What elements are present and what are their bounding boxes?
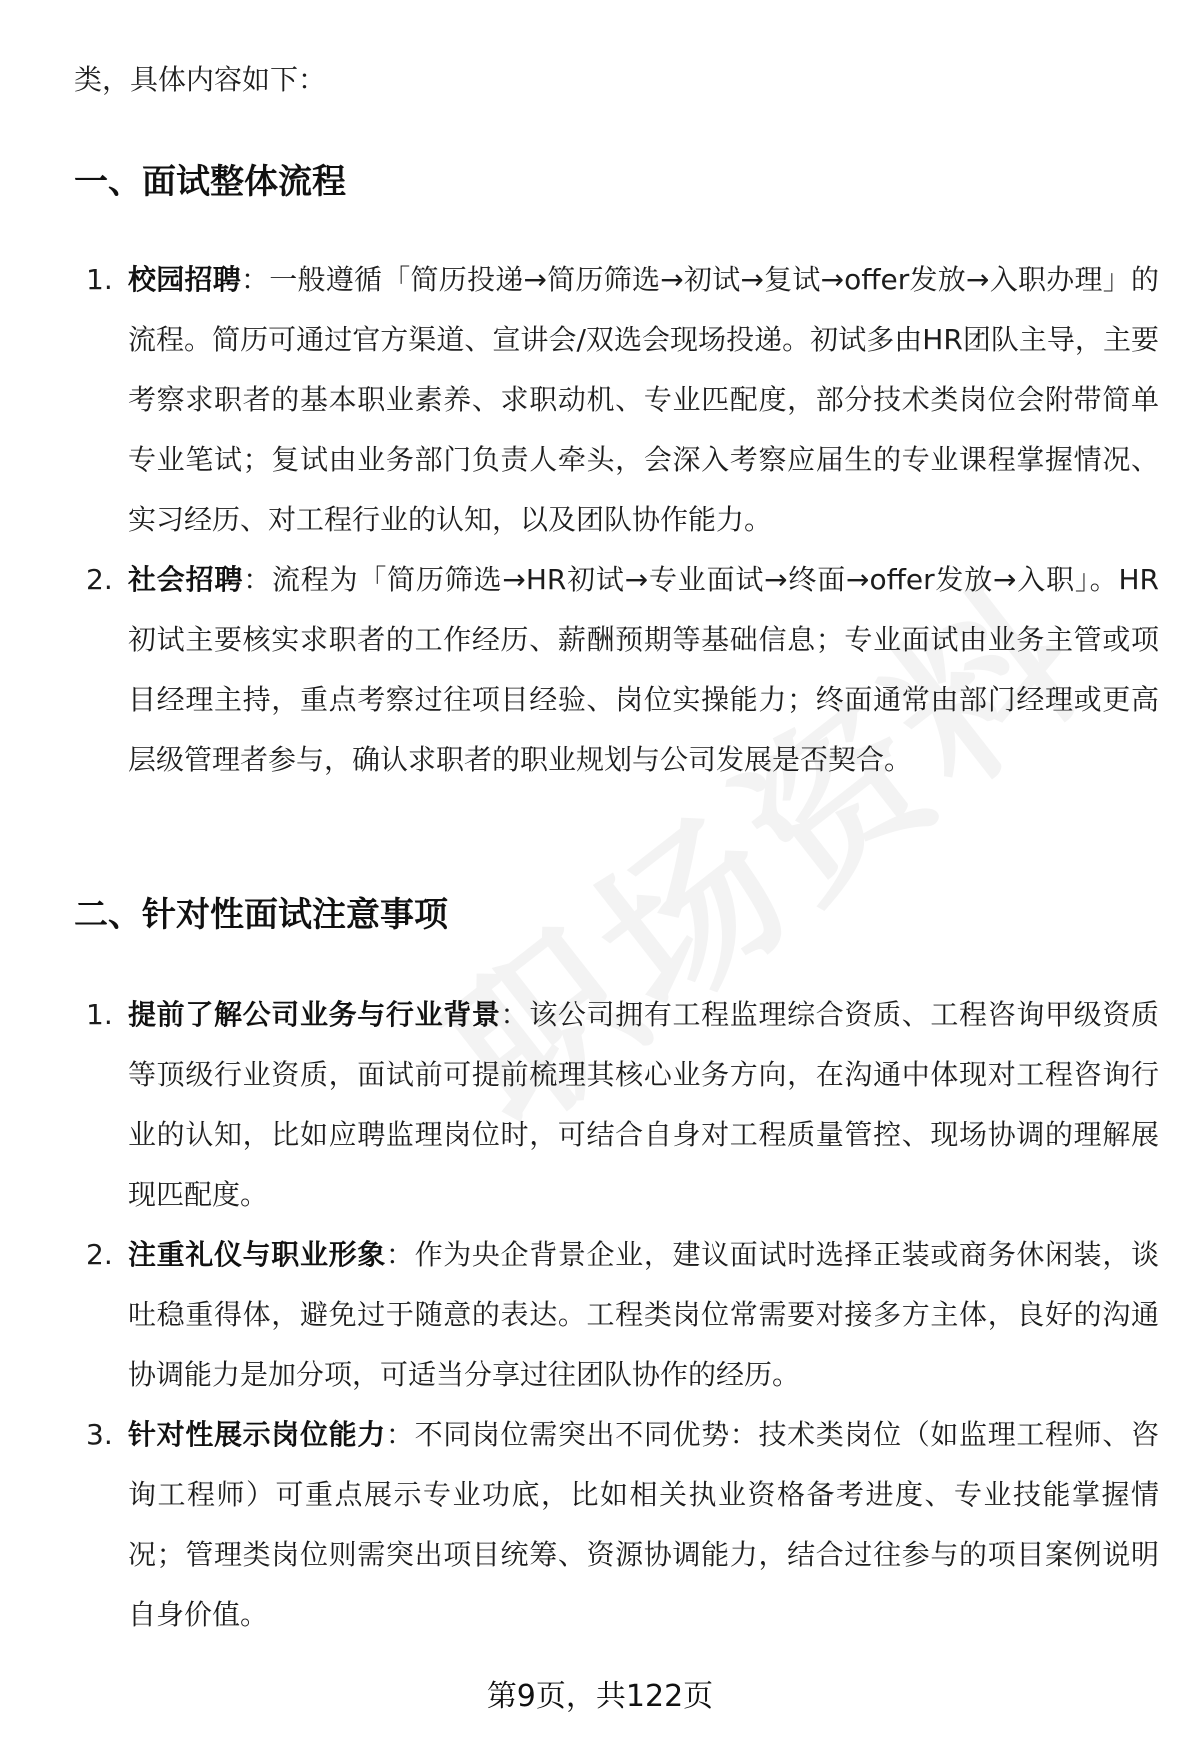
item-term: 针对性展示岗位能力 bbox=[128, 1418, 386, 1451]
item-term: 社会招聘 bbox=[128, 563, 244, 596]
tips-list bbox=[74, 985, 1159, 1645]
list-number: 3. bbox=[86, 1418, 113, 1451]
page-number: 第9页，共122页 bbox=[486, 1679, 714, 1714]
list-item bbox=[74, 1225, 1159, 1405]
process-list bbox=[74, 250, 1159, 790]
item-text: ：不同岗位需突出不同优势：技术类岗位（如监理工程师、咨询工程师）可重点展示专业功底，比如相关执业资格备考进度、专业技能掌握情况；管理类岗位则需突出项目统筹、资源协调能力，结合过往参与的项目案例说明自身价值。 bbox=[128, 1418, 1159, 1631]
list-number: 2. bbox=[86, 1238, 113, 1271]
item-text: ：该公司拥有工程监理综合资质、工程咨询甲级资质等顶级行业资质，面试前可提前梳理其核心业务方向，在沟通中体现对工程咨询行业的认知，比如应聘监理岗位时，可结合自身对工程质量管控、现场协调的理解展现匹配度。 bbox=[128, 998, 1159, 1211]
item-term: 注重礼仪与职业形象 bbox=[128, 1238, 386, 1271]
list-number: 1. bbox=[86, 263, 113, 296]
list-item bbox=[74, 250, 1159, 550]
list-item bbox=[74, 550, 1159, 790]
item-term: 校园招聘 bbox=[128, 263, 242, 296]
item-text: ：流程为「简历筛选→HR初试→专业面试→终面→offer发放→入职」。HR初试主要核实求职者的工作经历、薪酬预期等基础信息；专业面试由业务主管或项目经理主持，重点考察过往项目经验、岗位实操能力；终面通常由部门经理或更高层级管理者参与，确认求职者的职业规划与公司发展是否契合。 bbox=[128, 563, 1159, 776]
list-number: 2. bbox=[86, 563, 113, 596]
list-item bbox=[74, 985, 1159, 1225]
list-item bbox=[74, 1405, 1159, 1645]
section-heading-process: 一、面试整体流程 bbox=[74, 162, 346, 202]
section-heading-tips: 二、针对性面试注意事项 bbox=[74, 895, 448, 935]
item-text: ：作为央企背景企业，建议面试时选择正装或商务休闲装，谈吐稳重得体，避免过于随意的表达。工程类岗位常需要对接多方主体，良好的沟通协调能力是加分项，可适当分享过往团队协作的经历。 bbox=[128, 1238, 1159, 1391]
intro-text: 类，具体内容如下： bbox=[74, 63, 327, 96]
item-term: 提前了解公司业务与行业背景 bbox=[128, 998, 501, 1031]
list-number: 1. bbox=[86, 998, 113, 1031]
item-text: ：一般遵循「简历投递→简历筛选→初试→复试→offer发放→入职办理」的流程。简历可通过官方渠道、宣讲会/双选会现场投递。初试多由HR团队主导，主要考察求职者的基本职业素养、求职动机、专业匹配度，部分技术类岗位会附带简单专业笔试；复试由业务部门负责人牵头，会深入考察应届生的专业课程掌握情况、实习经历、对工程行业的认知，以及团队协作能力。 bbox=[128, 263, 1159, 536]
